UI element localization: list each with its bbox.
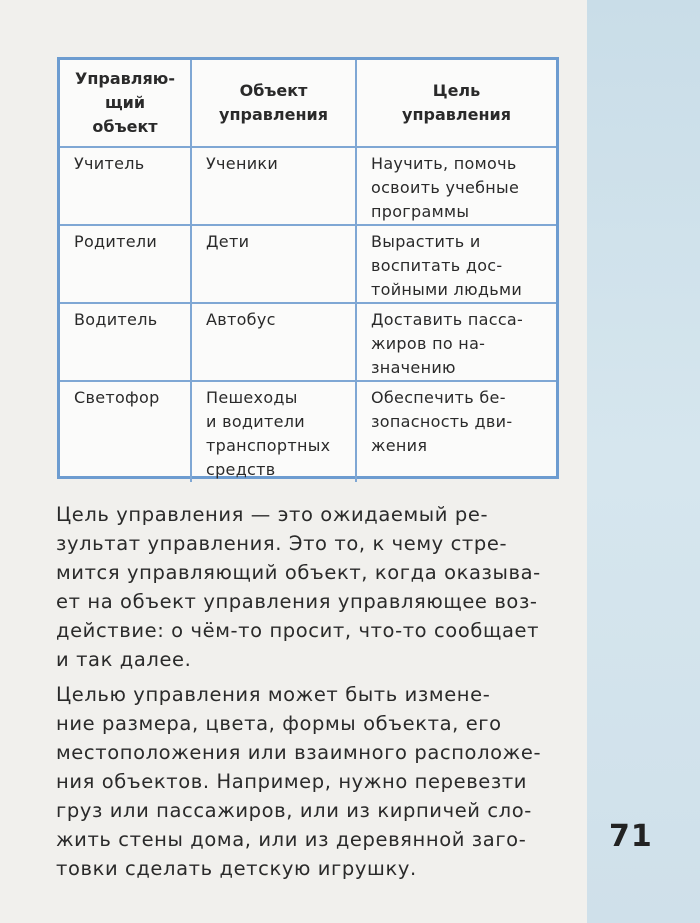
table-row (60, 381, 556, 482)
paragraph-goal-examples: Целью управления может быть измене- ние размера, цвета, формы объекта, его местоположения или взаимного расположе- ния объектов. Например, нужно перевезти груз или пассажиров, или из кирпичей сло- жить стены дома, или из деревянной заго- товки сделать детскую игрушку. (56, 683, 542, 880)
header-controlling-object: Управляю- щий объект (60, 60, 191, 147)
header-control-object: Объект управления (191, 60, 356, 147)
paragraph-goal-definition: Цель управления — это ожидаемый ре- зультат управления. Это то, к чему стре- мится управляющий объект, когда оказыва- ет на объект управления управляющее воз- действие: о чём-то просит, что-то сообщает и так далее. (56, 503, 541, 671)
table-cell: Дети (191, 225, 356, 303)
table-cell: Доставить пасса- жиров по на- значению (356, 303, 556, 381)
table-header-row (60, 60, 556, 147)
table-cell: Научить, помочь освоить учебные программы (356, 147, 556, 225)
side-margin-strip (587, 0, 700, 923)
table-cell: Ученики (191, 147, 356, 225)
table-cell: Автобус (191, 303, 356, 381)
table-cell: Светофор (60, 381, 191, 482)
table-cell: Родители (60, 225, 191, 303)
table-cell: Пешеходы и водители транспортных средств (191, 381, 356, 482)
table-row (60, 225, 556, 303)
control-table (57, 57, 559, 479)
body-text (56, 500, 568, 889)
table-cell: Вырастить и воспитать дос- тойными людьми (356, 225, 556, 303)
table-cell: Водитель (60, 303, 191, 381)
table-row (60, 147, 556, 225)
table-cell: Обеспечить бе- зопасность дви- жения (356, 381, 556, 482)
page-number: 71 (609, 819, 653, 854)
table-row (60, 303, 556, 381)
table-cell: Учитель (60, 147, 191, 225)
header-control-goal: Цель управления (356, 60, 556, 147)
control-table-grid (60, 60, 556, 482)
